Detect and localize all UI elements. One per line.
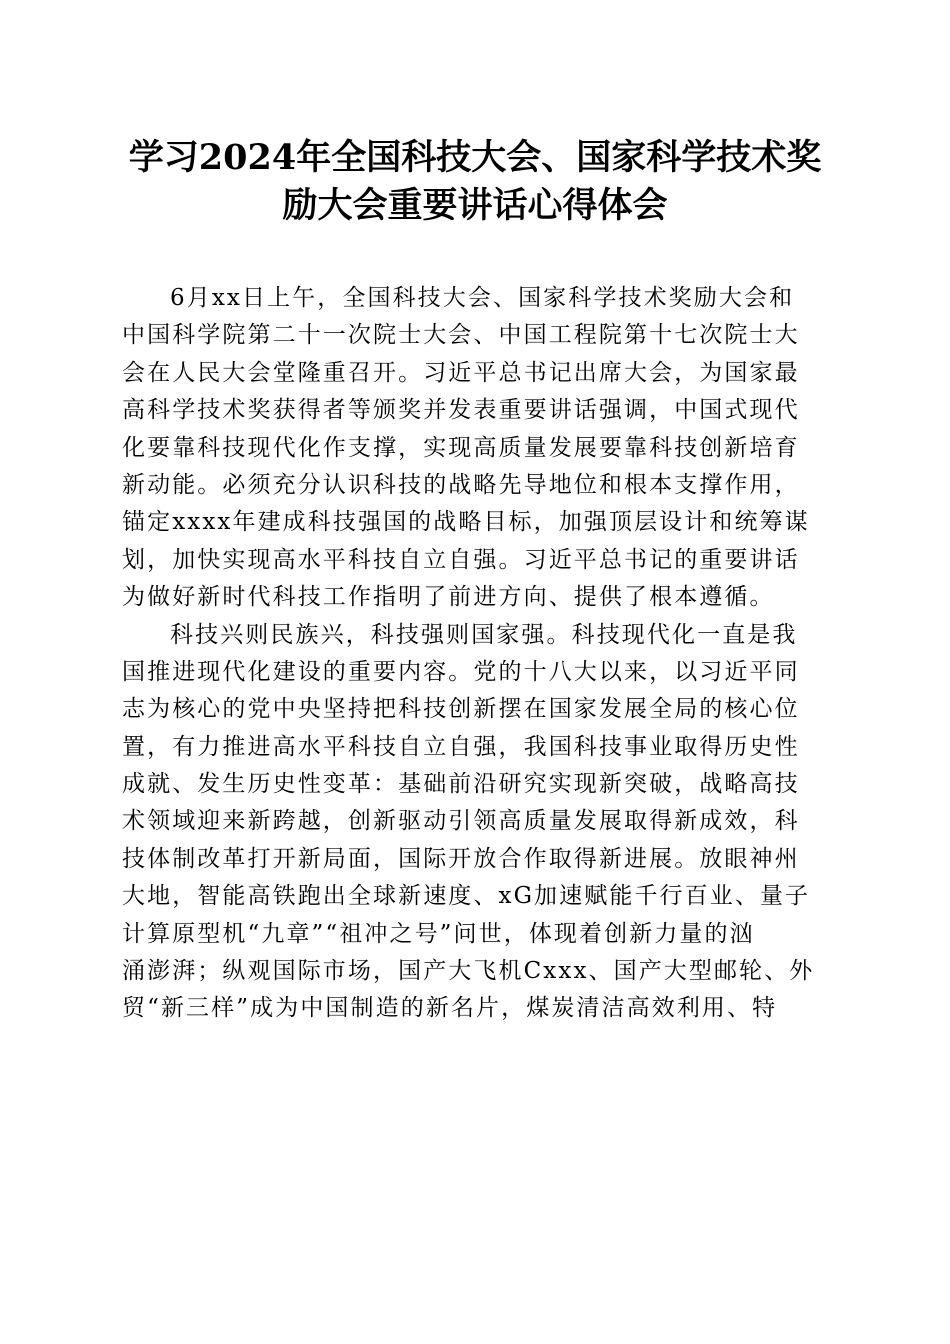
paragraph-line: 技体制改革打开新局面，国际开放合作取得新进展。放眼神州 bbox=[122, 845, 800, 872]
paragraph-line: 6月xx日上午，全国科技大会、国家科学技术奖励大会和 bbox=[170, 285, 795, 311]
document-body bbox=[122, 280, 832, 1028]
paragraph-line: 术领域迎来新跨越，创新驱动引领高质量发展取得新成效，科 bbox=[122, 808, 800, 835]
document-title bbox=[100, 134, 850, 230]
paragraph-line: 锚定xxxx年建成科技强国的战略目标，加强顶层设计和统筹谋 bbox=[122, 509, 810, 536]
title-line-2: 励大会重要讲话心得体会 bbox=[282, 185, 668, 226]
paragraph-line: 置，有力推进高水平科技自立自强，我国科技事业取得历史性 bbox=[122, 733, 800, 760]
paragraph-line: 计算原型机“九章”“祖冲之号”问世，体现着创新力量的汹 bbox=[122, 920, 755, 947]
paragraph-line: 贸“新三样”成为中国制造的新名片，煤炭清洁高效利用、特 bbox=[122, 995, 778, 1022]
paragraph-line: 中国科学院第二十一次院士大会、中国工程院第十七次院士大 bbox=[122, 322, 800, 349]
paragraph-line: 志为核心的党中央坚持把科技创新摆在国家发展全局的核心位 bbox=[122, 696, 800, 723]
paragraph-line: 为做好新时代科技工作指明了前进方向、提供了根本遵循。 bbox=[122, 584, 775, 611]
paragraph-line: 划，加快实现高水平科技自立自强。习近平总书记的重要讲话 bbox=[122, 546, 800, 573]
paragraph-1 bbox=[122, 280, 832, 617]
paragraph-line: 高科学技术奖获得者等颁奖并发表重要讲话强调，中国式现代 bbox=[122, 397, 800, 424]
paragraph-line: 国推进现代化建设的重要内容。党的十八大以来，以习近平同 bbox=[122, 658, 800, 685]
paragraph-2 bbox=[122, 617, 832, 1028]
paragraph-line: 涌澎湃；纵观国际市场，国产大飞机Cxxx、国产大型邮轮、外 bbox=[122, 958, 815, 985]
paragraph-line: 新动能。必须充分认识科技的战略先导地位和根本支撑作用， bbox=[122, 471, 800, 498]
paragraph-line: 成就、发生历史性变革：基础前沿研究实现新突破，战略高技 bbox=[122, 771, 800, 798]
title-line-1: 学习2024年全国科技大会、国家科学技术奖 bbox=[128, 137, 822, 178]
paragraph-line: 大地，智能高铁跑出全球新速度、xG加速赋能千行百业、量子 bbox=[122, 883, 811, 910]
paragraph-line: 化要靠科技现代化作支撑，实现高质量发展要靠科技创新培育 bbox=[122, 434, 800, 461]
paragraph-line: 科技兴则民族兴，科技强则国家强。科技现代化一直是我 bbox=[170, 621, 798, 648]
paragraph-line: 会在人民大会堂隆重召开。习近平总书记出席大会，为国家最 bbox=[122, 359, 800, 386]
